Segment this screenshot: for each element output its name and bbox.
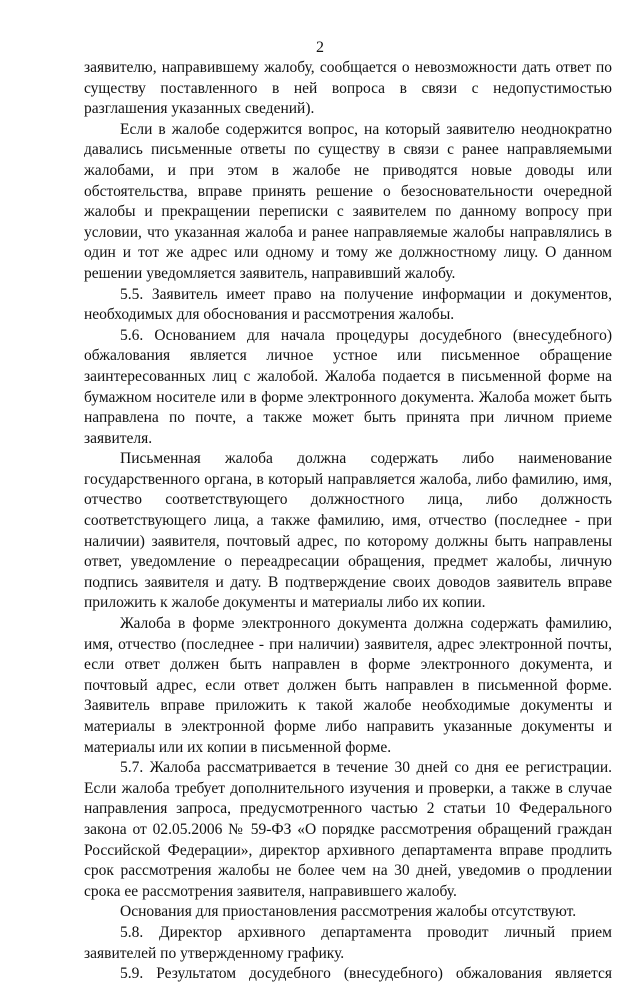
paragraph-repeated-complaint: Если в жалобе содержится вопрос, на который заявителю неоднократно давались письменные ответы по существу в связи с ранее направляемыми жалобами, и при этом в жалобе не приводятся новые доводы или обстоятельства, вправе принять решение о безосновательности очередной жалобы и прекращении переписки с заявителем по данному вопросу при условии, что указанная жалоба и ранее направляемые жалобы направлялись в один и тот же адрес или одному и тому же должностному лицу. О данном решении уведомляется заявитель, направивший жалобу. <box>84 120 612 282</box>
paragraph-continuation: заявителю, направившему жалобу, сообщается о невозможности дать ответ по существу поставленного в ней вопроса в связи с недопустимостью разглашения указанных сведений). <box>84 59 612 118</box>
paragraph-5-6: 5.6. Основанием для начала процедуры досудебного (внесудебного) обжалования является личное устное или письменное обращение заинтересованных лиц с жалобой. Жалоба подается в письменной форме на бумажном носителе или в форме электронного документа. Жалоба может быть направлена по почте, а также может быть принята при личном приеме заявителя. <box>84 326 612 447</box>
document-body <box>84 58 612 985</box>
paragraph-5-5: 5.5. Заявитель имеет право на получение информации и документов, необходимых для обоснования и рассмотрения жалобы. <box>84 285 612 324</box>
paragraph-no-suspension: Основания для приостановления рассмотрения жалобы отсутствуют. <box>120 903 577 921</box>
page-number: 2 <box>316 39 324 56</box>
paragraph-written-complaint: Письменная жалоба должна содержать либо наименование государственного органа, в который направляется жалоба, либо фамилию, имя, отчество соответствующего должностного лица, либо должность соответствующего лица, а также фамилию, имя, отчество (последнее - при наличии) заявителя, почтовый адрес, по которому должны быть направлены ответ, уведомление о переадресации обращения, предмет жалобы, личную подпись заявителя и дату. В подтверждение своих доводов заявитель вправе приложить к жалобе документы и материалы либо их копии. <box>84 450 612 612</box>
paragraph-5-9: 5.9. Результатом досудебного (внесудебного) обжалования является <box>120 965 612 983</box>
paragraph-5-8: 5.8. Директор архивного департамента проводит личный прием заявителей по утвержденному графику. <box>84 923 612 962</box>
paragraph-electronic-complaint: Жалоба в форме электронного документа должна содержать фамилию, имя, отчество (последнее - при наличии) заявителя, адрес электронной почты, если ответ должен быть направлен в форме электронного документа, и почтовый адрес, если ответ должен быть направлен в письменной форме. Заявитель вправе приложить к такой жалобе необходимые документы и материалы в электронной форме либо направить указанные документы и материалы или их копии в письменной форме. <box>84 615 612 756</box>
paragraph-5-7: 5.7. Жалоба рассматривается в течение 30 дней со дня ее регистрации. Если жалоба требует дополнительного изучения и проверки, а также в случае направления запроса, предусмотренного частью 2 статьи 10 Федерального закона от 02.05.2006 № 59-ФЗ «О порядке рассмотрения обращений граждан Российской Федерации», директор архивного департамента вправе продлить срок рассмотрения жалобы не более чем на 30 дней, уведомив о продлении срока ее рассмотрения заявителя, направившего жалобу. <box>84 759 612 900</box>
